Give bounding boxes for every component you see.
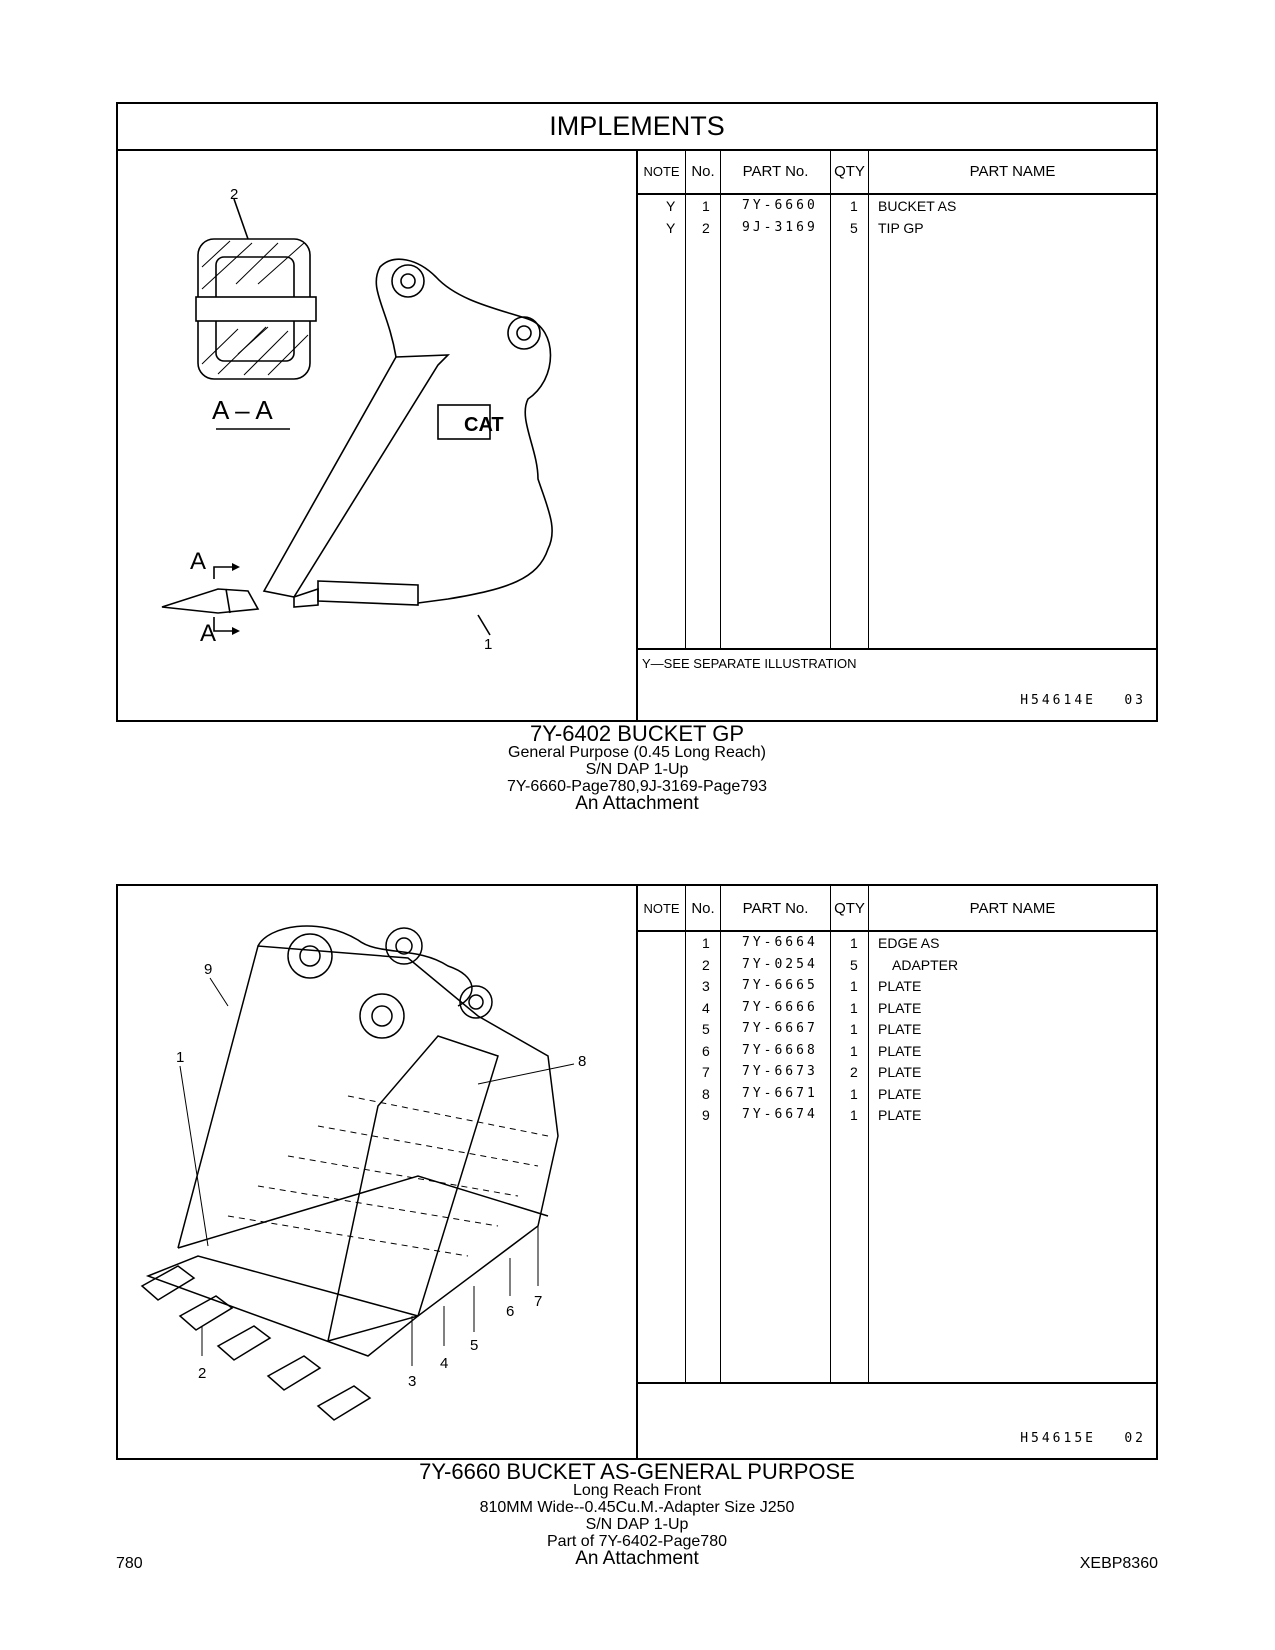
edge-as: [148, 1256, 418, 1356]
bucket-gp-illustration: [118, 149, 642, 720]
parts-table-1: [636, 149, 1156, 720]
callout-1: 1: [484, 636, 493, 653]
caption-title: 7Y-6660 BUCKET AS-GENERAL PURPOSE: [419, 1459, 855, 1484]
row-name: PLATE: [878, 1021, 922, 1037]
row-note: Y: [666, 219, 676, 236]
leader-lines: [180, 978, 574, 1366]
row-qty: 1: [850, 1042, 858, 1059]
row-name: TIP GP: [878, 219, 924, 236]
section-arrow-bottom: [214, 617, 232, 631]
leader-1: [478, 615, 490, 635]
table-header: [638, 886, 1156, 932]
row-name: BUCKET AS: [878, 198, 957, 214]
ref-suffix: 03: [1124, 693, 1146, 708]
row-no: 2: [702, 956, 710, 973]
ref-code: H54614E: [1020, 693, 1096, 708]
table-row: [638, 954, 1156, 976]
bucket-as-drawing: [118, 886, 642, 1460]
caption-line: An Attachment: [575, 793, 699, 814]
callout-7: 7: [534, 1293, 543, 1310]
row-name: ADAPTER: [892, 956, 959, 973]
header-no: No.: [691, 899, 715, 917]
row-no: 6: [702, 1042, 710, 1059]
section-label: A – A: [212, 395, 273, 425]
row-part-no: 7Y-6664: [742, 935, 818, 950]
row-part-no: 7Y-6660: [742, 198, 818, 213]
header-qty: QTY: [834, 162, 865, 180]
table-row: [638, 975, 1156, 997]
caption-2: [116, 1459, 1158, 1569]
row-qty: 5: [850, 219, 858, 236]
header-part-no: PART No.: [742, 899, 809, 917]
tooth-pin: [196, 297, 316, 321]
row-part-no: 7Y-6674: [742, 1107, 818, 1122]
header-note: NOTE: [643, 900, 680, 916]
row-qty: 1: [850, 198, 858, 214]
table-header: [638, 149, 1156, 195]
callout-2: 2: [198, 1365, 207, 1382]
bucket-outline: [178, 946, 558, 1341]
bucket-gp-drawing: [118, 149, 642, 720]
table-row: [638, 217, 1156, 239]
row-name: EDGE AS: [878, 935, 940, 951]
section-arrow-label-bottom: A: [200, 620, 217, 647]
row-qty: 1: [850, 978, 858, 994]
row-no: 1: [702, 935, 710, 951]
parts-rows-2: [638, 932, 1156, 1126]
row-no: 2: [702, 219, 710, 236]
row-part-no: 7Y-6671: [742, 1085, 818, 1101]
caption-line: General Purpose (0.45 Long Reach): [508, 744, 766, 761]
table-row: [638, 1018, 1156, 1040]
row-no: 1: [702, 198, 710, 214]
callout-4: 4: [440, 1355, 449, 1372]
row-part-no: 7Y-0254: [742, 956, 818, 972]
section-arrow-top: [214, 567, 232, 579]
callout-8: 8: [578, 1053, 587, 1070]
parts-table-2: [636, 886, 1156, 1458]
row-part-no: 7Y-6673: [742, 1064, 818, 1079]
table-row: [638, 1104, 1156, 1126]
header-no: No.: [691, 162, 715, 180]
row-name: PLATE: [878, 1085, 922, 1102]
parts-panel-bucket-gp: [116, 102, 1158, 722]
footnote: Y—SEE SEPARATE ILLUSTRATION: [642, 656, 857, 671]
row-part-no: 7Y-6667: [742, 1021, 818, 1036]
row-name: PLATE: [878, 1042, 922, 1059]
row-qty: 1: [850, 1107, 858, 1123]
row-qty: 1: [850, 1021, 858, 1037]
section-title: IMPLEMENTS: [118, 104, 1156, 151]
header-part-no: PART No.: [742, 162, 809, 180]
callout-9: 9: [204, 961, 213, 978]
row-note: Y: [666, 198, 676, 214]
row-qty: 2: [850, 1064, 858, 1080]
caption-line: Long Reach Front: [572, 1482, 702, 1499]
table-footer: [638, 1382, 1156, 1458]
caption-line: Part of 7Y-6402-Page780: [547, 1533, 727, 1550]
callout-5: 5: [470, 1337, 479, 1354]
row-no: 5: [702, 1021, 710, 1037]
table-row: [638, 1083, 1156, 1105]
caption-line: S/N DAP 1-Up: [585, 1516, 689, 1533]
cutting-edge: [318, 581, 418, 605]
table-row: [638, 997, 1156, 1019]
caption-line: 7Y-6660-Page780,9J-3169-Page793: [506, 778, 768, 795]
bucket-side-plate: [264, 355, 448, 597]
ref-suffix: 02: [1124, 1431, 1146, 1446]
callout-1: 1: [176, 1049, 185, 1066]
table-footer: [638, 648, 1156, 720]
bucket-floor-edge: [178, 1176, 548, 1248]
table-row: [638, 1040, 1156, 1062]
callout-3: 3: [408, 1373, 417, 1390]
caption-line: An Attachment: [575, 1548, 699, 1569]
section-arrow-label-top: A: [190, 548, 207, 575]
floor-plates-hidden: [228, 1096, 548, 1256]
table-row: [638, 195, 1156, 217]
callout-6: 6: [506, 1303, 515, 1320]
bucket-as-illustration: [118, 886, 642, 1458]
adapter-teeth: [142, 1266, 370, 1420]
row-name: PLATE: [878, 999, 922, 1016]
header-part-name: PART NAME: [969, 162, 1056, 180]
leader-2: [234, 199, 248, 239]
ref-code: H54615E: [1020, 1431, 1096, 1446]
row-no: 8: [702, 1085, 710, 1102]
row-no: 3: [702, 978, 710, 994]
row-part-no: 9J-3169: [742, 219, 818, 235]
cat-logo: CAT: [464, 414, 504, 436]
parts-rows-1: [638, 195, 1156, 238]
row-name: PLATE: [878, 978, 922, 994]
row-name: PLATE: [878, 1107, 922, 1123]
page-number: 780: [116, 1555, 143, 1572]
caption-title: 7Y-6402 BUCKET GP: [529, 721, 744, 746]
table-row: [638, 932, 1156, 954]
callout-2: 2: [230, 186, 239, 203]
row-qty: 1: [850, 1085, 858, 1102]
row-qty: 1: [850, 935, 858, 951]
row-part-no: 7Y-6665: [742, 978, 818, 993]
row-no: 7: [702, 1064, 710, 1080]
header-part-name: PART NAME: [969, 899, 1056, 917]
doc-number: XEBP8360: [1079, 1555, 1158, 1572]
row-part-no: 7Y-6668: [742, 1042, 818, 1058]
row-no: 4: [702, 999, 710, 1016]
table-row: [638, 1061, 1156, 1083]
row-qty: 5: [850, 956, 858, 973]
parts-panel-bucket-as: [116, 884, 1158, 1460]
caption-line: S/N DAP 1-Up: [585, 761, 689, 778]
caption-line: 810MM Wide--0.45Cu.M.-Adapter Size J250: [479, 1499, 795, 1516]
row-qty: 1: [850, 999, 858, 1016]
header-qty: QTY: [834, 899, 865, 917]
header-note: NOTE: [643, 163, 680, 179]
tip-gp: [162, 589, 258, 613]
row-part-no: 7Y-6666: [742, 999, 818, 1015]
row-no: 9: [702, 1107, 710, 1123]
caption-1: [116, 721, 1158, 814]
row-name: PLATE: [878, 1064, 922, 1080]
